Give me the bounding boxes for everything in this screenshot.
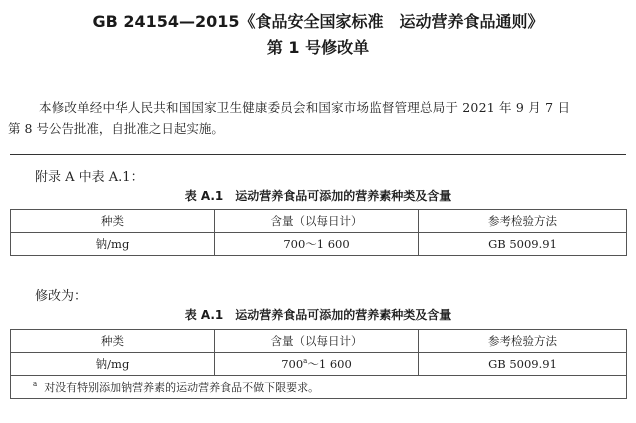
table-footnote-row <box>11 376 627 399</box>
column-header-method: 参考检验方法 <box>419 330 627 353</box>
footnote-text: 对没有特别添加钠营养素的运动营养食品不做下限要求。 <box>44 381 320 394</box>
column-header-kind: 种类 <box>11 210 215 233</box>
original-table <box>10 209 627 256</box>
intro-line-1: 本修改单经中华人民共和国国家卫生健康委员会和国家市场监督管理总局于 2021 年 9 月 7 日 <box>39 100 571 115</box>
cell-method: GB 5009.91 <box>419 353 627 376</box>
amount-low: 700 <box>281 357 304 371</box>
cell-method: GB 5009.91 <box>419 233 627 256</box>
column-header-kind: 种类 <box>11 330 215 353</box>
table-header-row <box>11 330 627 353</box>
footnote-cell <box>11 376 627 399</box>
revised-label: 修改为： <box>35 289 88 304</box>
intro-line-2: 第 8 号公告批准，自批准之日起实施。 <box>8 121 224 136</box>
amount-high: ～1 600 <box>307 357 352 371</box>
column-header-amount: 含量（以每日计） <box>215 330 419 353</box>
revised-table <box>10 329 627 399</box>
footnote-marker: a <box>303 357 308 365</box>
cell-amount: 700～1 600 <box>215 233 419 256</box>
table-row <box>11 233 627 256</box>
table-row <box>11 353 627 376</box>
cell-kind: 钠/mg <box>11 233 215 256</box>
table-header-row <box>11 210 627 233</box>
amendment-number: 第 1 号修改单 <box>266 38 370 57</box>
intro-paragraph <box>8 97 625 139</box>
column-header-method: 参考检验方法 <box>419 210 627 233</box>
cell-kind: 钠/mg <box>11 353 215 376</box>
column-header-amount: 含量（以每日计） <box>215 210 419 233</box>
cell-amount <box>215 353 419 376</box>
original-table-caption: 表 A.1 运动营养食品可添加的营养素种类及含量 <box>184 189 452 203</box>
revised-table-caption: 表 A.1 运动营养食品可添加的营养素种类及含量 <box>184 308 452 322</box>
footnote-mark: a <box>33 380 38 388</box>
section-divider <box>10 154 626 155</box>
document-title: GB 24154—2015《食品安全国家标准 运动营养食品通则》 <box>92 12 544 31</box>
original-label: 附录 A 中表 A.1： <box>35 170 144 185</box>
